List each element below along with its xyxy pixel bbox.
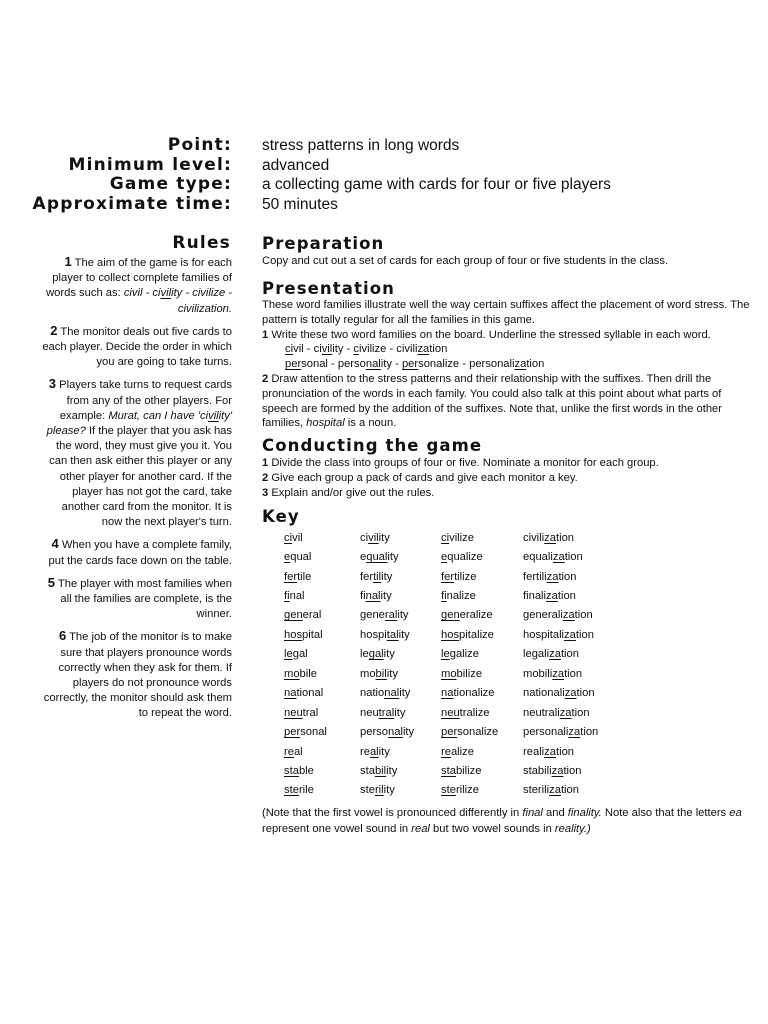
stressed-syllable: per [284, 726, 301, 739]
note-italic: real [411, 822, 430, 835]
key-word: nationalize [441, 687, 495, 700]
word-part: tion [526, 358, 545, 371]
stressed-syllable: za [552, 551, 565, 564]
stressed-syllable: qual [366, 551, 388, 564]
stressed-syllable: al [369, 745, 379, 758]
key-word: hospitality [360, 628, 410, 641]
key-word: equalize [441, 551, 483, 564]
step-italic: hospital [306, 417, 345, 430]
rule-example: civil - ci [123, 287, 161, 300]
key-row [284, 684, 633, 703]
step-text: Explain and/or give out the rules. [271, 486, 435, 499]
key-word: mobilize [441, 667, 483, 680]
key-word: stability [360, 764, 398, 777]
stressed-syllable: za [559, 706, 572, 719]
stressed-syllable: nal [388, 726, 403, 739]
stressed-syllable: fer [284, 570, 298, 583]
rules-list [40, 254, 232, 728]
stressed-syllable: na [441, 687, 454, 700]
key-row [284, 703, 633, 722]
key-heading: Key [262, 507, 300, 526]
stressed-syllable: ral [384, 609, 398, 622]
stressed-syllable: per [285, 358, 302, 371]
stressed-syllable: ril [374, 784, 384, 797]
rule-example: ity' please? [46, 409, 232, 438]
stressed-syllable: per [441, 726, 458, 739]
key-row [284, 606, 633, 625]
stressed-syllable: za [544, 531, 556, 544]
presentation-body [262, 298, 758, 431]
stressed-syllable: nal [384, 687, 400, 700]
rule-number: 4 [51, 536, 59, 552]
key-word: fertilize [441, 570, 477, 583]
stressed-syllable: za [549, 648, 561, 661]
rule-2 [40, 323, 232, 371]
key-word: stabilization [523, 764, 582, 777]
rule-6 [40, 628, 232, 721]
step-text: Draw attention to the stress patterns and their relationship with the suffixes. Then drill the pronunciation of the words in each family. You could also talk at this point about what parts of speech are formed by the addition of the suffixes. Note that, unlike the first words in the other families, [262, 372, 722, 430]
key-word: fertilization [523, 570, 577, 583]
key-note [262, 806, 758, 837]
key-table [284, 528, 633, 800]
key-word: equal [284, 551, 312, 564]
note-italic: finality. [567, 807, 602, 819]
stressed-syllable: per [401, 358, 419, 371]
key-word: mobile [284, 667, 317, 680]
step-text: Divide the class into groups of four or five. Nominate a monitor for each group. [271, 457, 659, 469]
step-text: Write these two word families on the board. Underline the stressed syllable in each word. [271, 328, 711, 341]
stressed-syllable: nal [365, 358, 381, 371]
step-number: 2 [262, 471, 269, 484]
key-row [284, 586, 633, 605]
key-row [284, 781, 633, 800]
note-italic: ea [729, 807, 742, 819]
stressed-syllable: za [514, 358, 527, 371]
stressed-syllable: re [441, 745, 451, 758]
meta-label-type: Game type: [109, 174, 232, 195]
note-text: (Note that the first vowel is pronounced differently in [262, 807, 523, 819]
presentation-step-1 [262, 328, 758, 343]
stressed-syllable: gen [284, 609, 303, 622]
key-word: personality [360, 726, 415, 739]
word-part: sonalize - personali [418, 358, 515, 371]
key-word: generalize [441, 609, 493, 622]
key-word: mobility [360, 667, 398, 680]
stressed-syllable: vil [321, 343, 333, 356]
stressed-syllable: c [353, 343, 359, 356]
stressed-syllable: za [568, 726, 581, 739]
conducting-heading: Conducting the game [262, 436, 483, 455]
key-row [284, 761, 633, 780]
rule-example: civilize - civilization. [177, 287, 232, 315]
key-word: generality [360, 609, 409, 622]
key-word: reality [360, 745, 390, 758]
key-word: real [284, 745, 303, 758]
stressed-syllable: za [546, 570, 559, 583]
key-word: personalization [523, 726, 599, 739]
stressed-syllable: vil [368, 531, 379, 544]
key-word: final [284, 590, 305, 603]
meta-value-point: stress patterns in long words [262, 137, 460, 154]
stressed-syllable: za [552, 667, 565, 680]
key-word: legalize [441, 648, 479, 661]
word-part: sonal - perso [301, 358, 366, 371]
stressed-syllable: sta [284, 764, 299, 777]
key-word: stabilize [441, 764, 482, 777]
step-number: 3 [262, 486, 269, 499]
note-italic: reality.) [554, 822, 591, 835]
stressed-syllable: til [373, 570, 382, 583]
key-word: fertile [284, 570, 312, 583]
presentation-step-2 [262, 372, 758, 431]
key-word: finality [360, 590, 392, 603]
rules-heading: Rules [172, 233, 231, 253]
key-word: civilize [441, 531, 474, 544]
word-part: vil - ci [293, 343, 322, 356]
key-word: finalization [523, 590, 576, 603]
key-word: neutrality [360, 706, 406, 719]
stressed-syllable: ci [284, 531, 293, 544]
stressed-syllable: vil [208, 409, 219, 422]
rule-text: When you have a complete family, put the cards face down on the table. [48, 539, 232, 567]
rule-number: 5 [47, 574, 55, 590]
stressed-syllable: tal [386, 628, 399, 641]
key-row [284, 567, 633, 586]
meta-label-point: Point: [167, 135, 232, 155]
stressed-syllable: nal [365, 590, 381, 603]
key-word: fertility [360, 570, 393, 583]
note-text: Note also that the letters [601, 807, 730, 819]
key-row [284, 742, 633, 761]
word-part: ity - [380, 358, 402, 371]
example-family-civil [262, 342, 758, 357]
key-word: realization [523, 745, 575, 758]
rule-4 [40, 536, 232, 568]
rule-text: Players take turns to request cards from any of the other players. For example: [59, 379, 232, 422]
key-word: national [284, 687, 324, 700]
key-row [284, 664, 633, 683]
key-word: hospitalize [441, 628, 494, 641]
key-word: realize [441, 745, 474, 758]
stressed-syllable: ste [441, 784, 456, 797]
key-word: sterilization [523, 784, 579, 797]
note-text: but two vowel sounds in [429, 822, 555, 835]
key-word: general [284, 609, 322, 622]
meta-labels [0, 136, 232, 214]
preparation-heading: Preparation [262, 234, 385, 253]
note-text: represent one vowel sound in [262, 822, 412, 835]
meta-value-type: a collecting game with cards for four or five players [262, 176, 611, 194]
meta-value-time: 50 minutes [262, 195, 338, 213]
word-part: tion [429, 343, 448, 356]
key-word: neutralization [523, 706, 590, 719]
stressed-syllable: fi [441, 590, 447, 603]
stressed-syllable: sta [441, 764, 456, 777]
key-word: stable [284, 764, 314, 777]
stressed-syllable: hos [441, 628, 460, 641]
key-word: nationality [360, 687, 411, 700]
conducting-step-2 [262, 471, 758, 486]
step-text: is a noun. [344, 417, 397, 430]
step-number: 2 [262, 372, 269, 385]
key-word: civil [284, 531, 303, 544]
key-word: hospitalization [523, 628, 594, 641]
rule-example: ity - [171, 287, 193, 300]
meta-label-level: Minimum level: [68, 154, 232, 175]
key-word: civility [360, 531, 390, 544]
key-word: legality [360, 648, 395, 661]
stressed-syllable: bil [374, 764, 387, 777]
conducting-step-3 [262, 486, 758, 501]
stressed-syllable: za [564, 628, 576, 641]
stressed-syllable: za [549, 784, 561, 797]
stressed-syllable: e [441, 551, 448, 564]
key-row [284, 547, 633, 566]
key-row [284, 645, 633, 664]
stressed-syllable: neu [441, 706, 460, 719]
note-text: and [542, 807, 568, 819]
rule-text: The aim of the game is for each player to collect complete families of words such as: [46, 257, 232, 300]
meta-values [262, 136, 742, 214]
key-word: personal [284, 726, 327, 739]
step-text: Give each group a pack of cards and give each monitor a key. [271, 471, 578, 484]
stressed-syllable: fer [441, 570, 455, 583]
conducting-steps [262, 456, 758, 500]
rule-3 [40, 376, 232, 530]
rule-text: The player with most families when all the families are complete, is the winner. [57, 577, 232, 621]
stressed-syllable: bil [375, 667, 387, 680]
stressed-syllable: vil [160, 287, 172, 300]
rule-text: The monitor deals out five cards to each player. Decide the order in which you are going to take turns. [42, 325, 232, 369]
rule-text: If the player that you ask has the word, they must give you it. You can then ask either this player or any other player for another card. If the player has not got the card, take another card from the monitor. It is now the next player's turn. [49, 425, 232, 529]
rule-example: Murat, can I have 'ci [108, 409, 209, 422]
key-row [284, 528, 633, 547]
rule-number: 1 [64, 254, 72, 269]
word-part: ivilize - civili [359, 343, 418, 356]
key-row [284, 722, 633, 741]
rule-number: 3 [48, 376, 57, 392]
key-word: sterility [360, 784, 395, 797]
key-word: finalize [441, 590, 476, 603]
rule-number: 6 [58, 628, 67, 644]
stressed-syllable: gen [441, 609, 460, 622]
key-word: civilization [523, 531, 575, 544]
stressed-syllable: le [441, 648, 450, 661]
key-word: sterile [284, 784, 314, 797]
rule-1 [40, 254, 232, 317]
key-word: equalization [523, 551, 583, 564]
stressed-syllable: le [284, 648, 293, 661]
stressed-syllable: za [546, 590, 558, 603]
key-word: sterilize [441, 784, 479, 797]
stressed-syllable: za [544, 745, 556, 758]
stressed-syllable: hos [284, 628, 303, 641]
stressed-syllable: na [284, 687, 297, 700]
key-word: nationalization [523, 687, 595, 700]
key-word: legal [284, 648, 308, 661]
stressed-syllable: za [551, 764, 564, 777]
step-number: 1 [262, 328, 269, 341]
preparation-text: Copy and cut out a set of cards for each group of four or five students in the class. [262, 255, 669, 267]
key-word: neutralize [441, 706, 490, 719]
stressed-syllable: za [564, 687, 577, 700]
meta-label-time: Approximate time: [32, 193, 232, 214]
example-family-personal [262, 357, 758, 372]
rule-number: 2 [50, 322, 58, 338]
stressed-syllable: ste [284, 784, 299, 797]
stressed-syllable: fi [284, 590, 290, 603]
stressed-syllable: mo [441, 667, 457, 680]
key-row [284, 625, 633, 644]
stressed-syllable: gal [368, 648, 384, 661]
key-word: personalize [441, 726, 499, 739]
stressed-syllable: neu [284, 706, 303, 719]
stressed-syllable: za [562, 609, 575, 622]
note-italic: final [522, 807, 543, 819]
key-word: generalization [523, 609, 593, 622]
key-word: mobilization [523, 667, 583, 680]
step-number: 1 [262, 457, 269, 469]
key-word: equality [360, 551, 399, 564]
key-word: neutral [284, 706, 319, 719]
stressed-syllable: za [417, 343, 430, 356]
key-word: hospital [284, 628, 323, 641]
conducting-step-1 [262, 456, 758, 471]
stressed-syllable: ci [441, 531, 450, 544]
stressed-syllable: tral [378, 706, 395, 719]
stressed-syllable: mo [284, 667, 300, 680]
key-word: legalization [523, 648, 579, 661]
stressed-syllable: ci [285, 343, 294, 356]
rule-5 [40, 575, 232, 623]
word-part: ity - [332, 343, 354, 356]
meta-value-level: advanced [262, 156, 330, 174]
presentation-heading: Presentation [262, 279, 396, 298]
presentation-intro: These word families illustrate well the way certain suffixes affect the placement of word stress. The pattern is totally regular for all the families in this game. [262, 299, 750, 326]
stressed-syllable: e [284, 551, 291, 564]
stressed-syllable: re [284, 745, 294, 758]
rule-text: The job of the monitor is to make sure that players pronounce words correctly when they ask for them. If players do not pronounce words correctly, the monitor should ask them to repeat the word. [43, 631, 232, 720]
